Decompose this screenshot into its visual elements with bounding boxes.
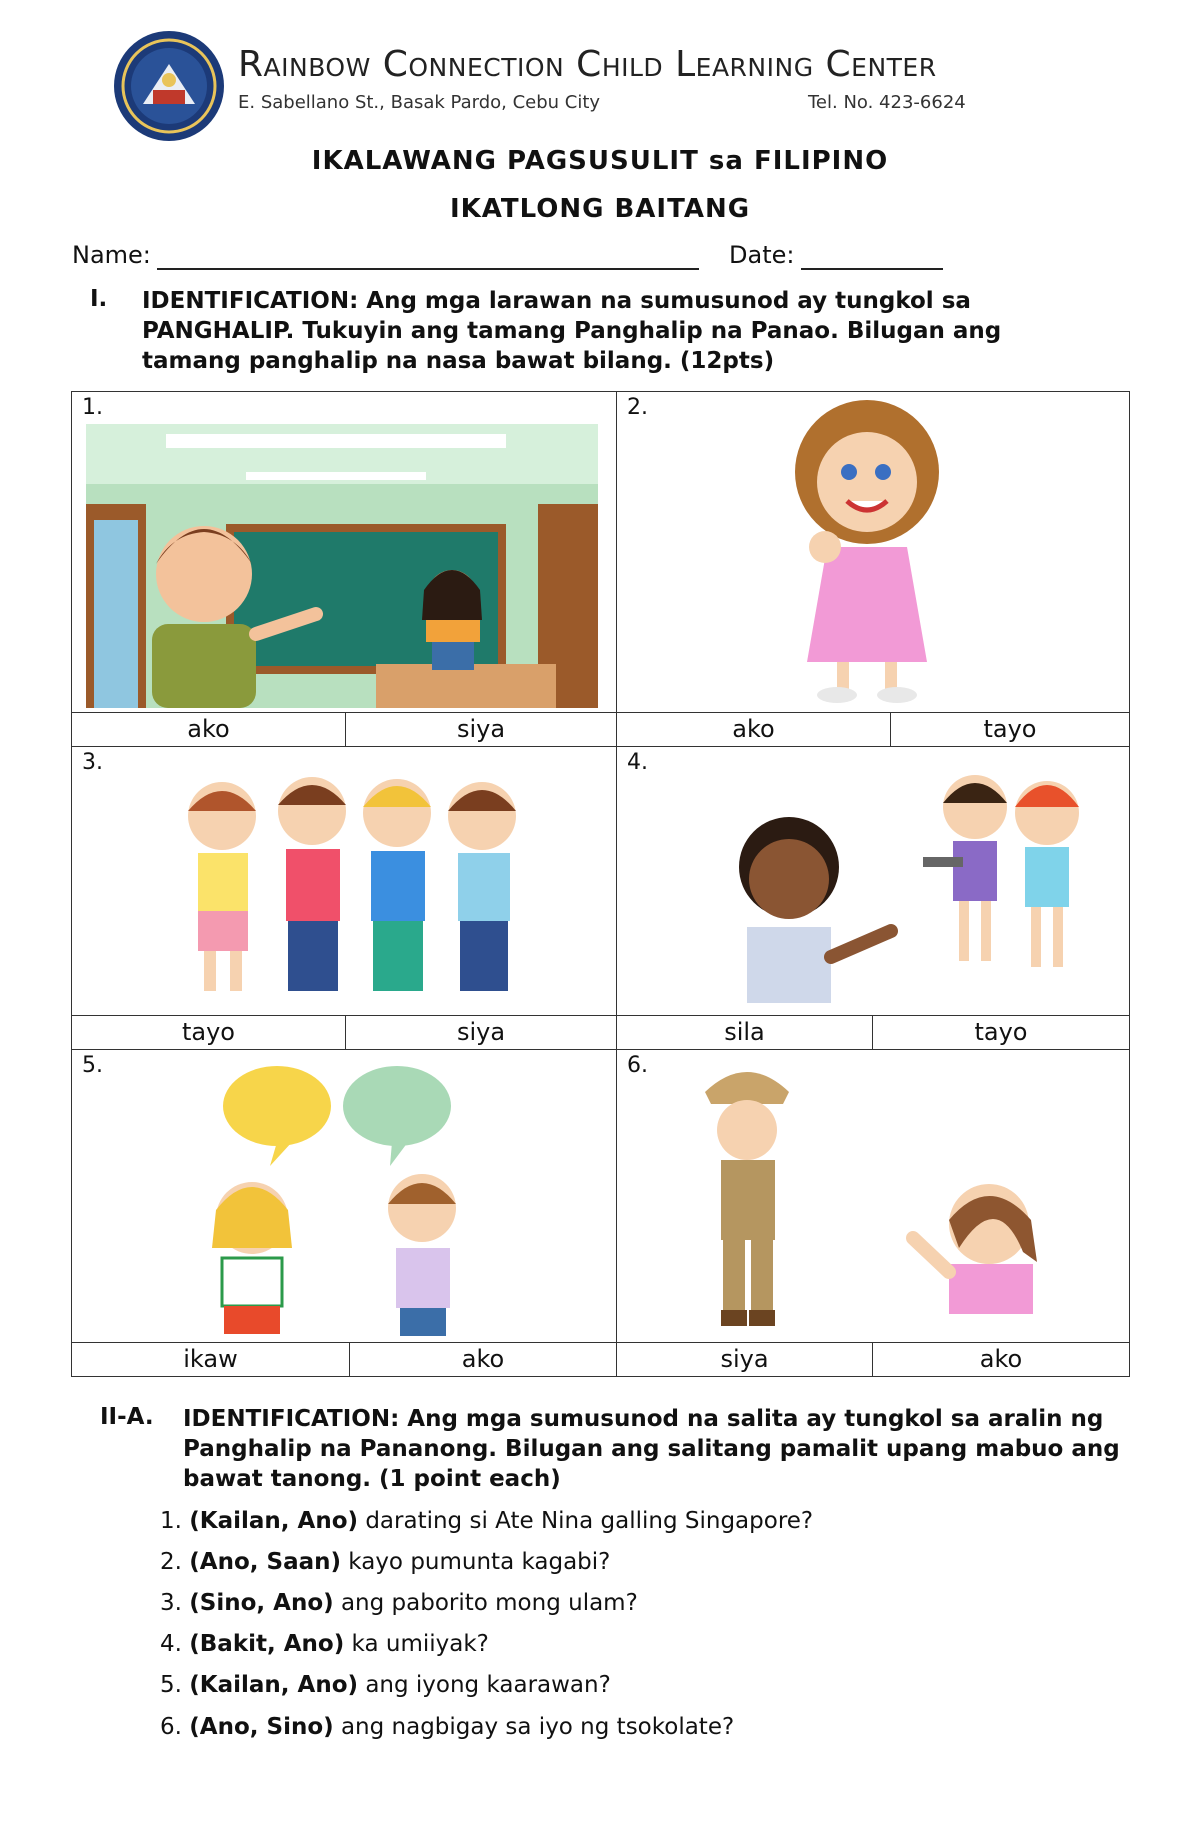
question-number: 4.: [160, 1631, 182, 1657]
item-2-choice-a[interactable]: ako: [616, 712, 891, 747]
question-3: [160, 1590, 638, 1616]
question-5: [160, 1672, 611, 1698]
classroom-boy-teacher-illustration: [86, 424, 598, 708]
question-number: 3.: [160, 1590, 182, 1616]
item-number: 5.: [82, 1053, 103, 1078]
section-1-number: I.: [90, 286, 108, 312]
item-1-picture-cell: [71, 391, 617, 713]
item-number: 4.: [627, 750, 648, 775]
item-5-picture-cell: [71, 1049, 617, 1343]
question-options[interactable]: (Kailan, Ano): [189, 1672, 359, 1698]
question-text: ang nagbigay sa iyo ng tsokolate?: [333, 1714, 735, 1740]
item-number: 2.: [627, 395, 648, 420]
item-3-choice-a[interactable]: tayo: [71, 1015, 346, 1050]
date-label: Date:: [729, 241, 795, 269]
question-options[interactable]: (Ano, Saan): [189, 1549, 341, 1575]
item-4-choice-a[interactable]: sila: [616, 1015, 873, 1050]
section-2a-number: II-A.: [100, 1404, 154, 1430]
date-blank-line[interactable]: [801, 268, 943, 270]
item-3-choice-b[interactable]: siya: [345, 1015, 617, 1050]
item-2-choice-b[interactable]: tayo: [890, 712, 1130, 747]
question-2: [160, 1549, 610, 1575]
question-text: kayo pumunta kagabi?: [341, 1549, 611, 1575]
item-6-choice-b[interactable]: ako: [872, 1342, 1130, 1377]
exam-title: IKALAWANG PAGSUSULIT sa FILIPINO: [311, 146, 889, 176]
question-options[interactable]: (Ano, Sino): [189, 1714, 334, 1740]
school-name: Rainbow Connection Child Learning Center: [238, 44, 937, 85]
item-6-picture-cell: [616, 1049, 1130, 1343]
section-1-instructions: IDENTIFICATION: Ang mga larawan na sumusunod ay tungkol sa PANGHALIP. Tukuyin ang tamang Panghalip na Panao. Bilugan ang tamang panghalip na nasa bawat bilang. (12pts): [142, 288, 1002, 374]
school-seal-logo: [113, 30, 225, 142]
question-options[interactable]: (Sino, Ano): [189, 1590, 334, 1616]
item-5-choice-a[interactable]: ikaw: [71, 1342, 350, 1377]
question-text: ka umiiyak?: [344, 1631, 489, 1657]
school-address: E. Sabellano St., Basak Pardo, Cebu City: [238, 92, 601, 113]
four-children-group-illustration: [152, 761, 552, 1011]
item-2-picture-cell: [616, 391, 1130, 713]
name-label: Name:: [72, 241, 151, 269]
item-number: 3.: [82, 750, 103, 775]
item-6-choice-a[interactable]: siya: [616, 1342, 873, 1377]
grade-level: IKATLONG BAITANG: [449, 194, 751, 224]
question-text: darating si Ate Nina galling Singapore?: [358, 1508, 814, 1534]
school-telephone: Tel. No. 423-6624: [808, 92, 966, 113]
question-options[interactable]: (Kailan, Ano): [189, 1508, 359, 1534]
scout-boy-and-girl-illustration: [697, 1052, 1097, 1342]
item-4-picture-cell: [616, 746, 1130, 1016]
name-blank-line[interactable]: [157, 268, 699, 270]
question-6: [160, 1714, 734, 1740]
section-2a-instructions: IDENTIFICATION: Ang mga sumusunod na salita ay tungkol sa aralin ng Panghalip na Pananong. Bilugan ang salitang pamalit upang mabuo ang bawat tanong. (1 point each): [183, 1406, 1120, 1492]
two-children-talking-illustration: [182, 1058, 532, 1340]
item-4-choice-b[interactable]: tayo: [872, 1015, 1130, 1050]
item-number: 6.: [627, 1053, 648, 1078]
item-number: 1.: [82, 395, 103, 420]
item-1-choice-b[interactable]: siya: [345, 712, 617, 747]
girl-pointing-self-illustration: [767, 397, 967, 707]
question-4: [160, 1631, 489, 1657]
question-number: 6.: [160, 1714, 182, 1740]
question-number: 5.: [160, 1672, 182, 1698]
boy-pointing-at-girls-illustration: [727, 757, 1117, 1007]
question-number: 2.: [160, 1549, 182, 1575]
question-options[interactable]: (Bakit, Ano): [189, 1631, 345, 1657]
question-number: 1.: [160, 1508, 182, 1534]
item-5-choice-b[interactable]: ako: [349, 1342, 617, 1377]
item-3-picture-cell: [71, 746, 617, 1016]
question-text: ang paborito mong ulam?: [333, 1590, 638, 1616]
item-1-choice-a[interactable]: ako: [71, 712, 346, 747]
question-text: ang iyong kaarawan?: [358, 1672, 611, 1698]
question-1: [160, 1508, 813, 1534]
